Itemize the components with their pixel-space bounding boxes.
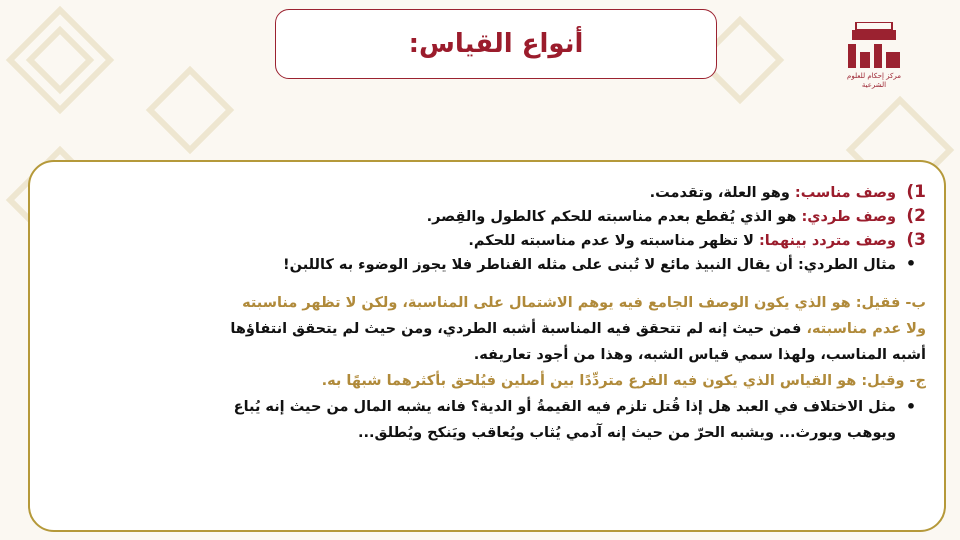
item-text: هو الذي يُقطع بعدم مناسبته للحكم كالطول والقِصر. bbox=[426, 209, 802, 225]
bullet-icon: • bbox=[905, 254, 917, 273]
paragraph-b bbox=[58, 290, 926, 368]
item-text: لا تظهر مناسبته ولا عدم مناسبته للحكم. bbox=[468, 233, 759, 249]
para-b-line-2-highlight: ولا عدم مناسبته، bbox=[806, 321, 926, 337]
example-abd bbox=[58, 394, 926, 446]
logo-subtitle: مركز إحكام للعلوم الشرعية bbox=[847, 72, 901, 89]
content-box bbox=[28, 160, 946, 532]
item-term: وصف متردد بينهما: bbox=[758, 233, 896, 249]
content bbox=[58, 180, 926, 446]
example-abd-line-1: مثل الاختلاف في العبد هل إذا قُتل تلزم فيه القيمةُ أو الدية؟ فانه يشبه المال من حيث إنه يُباع bbox=[233, 399, 896, 415]
list-item bbox=[58, 228, 926, 252]
bullet-icon: • bbox=[905, 397, 917, 416]
paragraph-j bbox=[58, 368, 926, 394]
item-number: 2) bbox=[906, 206, 926, 226]
para-b-line-1: ب- فقيل: هو الذي يكون الوصف الجامع فيه يوهم الاشتمال على المناسبة، ولكن لا تظهر مناسبته bbox=[242, 295, 926, 311]
item-number: 3) bbox=[906, 230, 926, 250]
para-j-prefix: ج- وقيل: bbox=[861, 373, 926, 389]
para-j-text: هو القياس الذي يكون فيه الفرع متردِّدًا بين أصلين فيُلحق بأكثرهما شبهًا به. bbox=[321, 373, 862, 389]
example-abd-line-2: ويوهب ويورث... ويشبه الحرّ من حيث إنه آدمي يُثاب ويُعاقب ويَنكح ويُطلق... bbox=[358, 425, 896, 441]
item-term: وصف طردي: bbox=[801, 209, 896, 225]
example-text: أن يقال النبيذ مائع لا تُبنى على مثله القناطر فلا يجوز الوضوء به كاللبن! bbox=[283, 257, 798, 273]
list-item bbox=[58, 180, 926, 204]
item-term: وصف مناسب: bbox=[794, 185, 896, 201]
title-box bbox=[275, 9, 717, 79]
item-text: وهو العلة، وتقدمت. bbox=[649, 185, 795, 201]
list-item bbox=[58, 204, 926, 228]
example-tard bbox=[58, 252, 926, 276]
slide-title: أنواع القياس: bbox=[408, 29, 584, 59]
para-b-line-2-text: فمن حيث إنه لم تتحقق فيه المناسبة أشبه الطردي، ومن حيث لم يتحقق انتفاؤها bbox=[230, 321, 807, 337]
example-label: مثال الطردي: bbox=[797, 257, 896, 273]
para-b-line-3: أشبه المناسب، ولهذا سمي قياس الشبه، وهذا من أجود تعاريفه. bbox=[473, 347, 926, 363]
item-number: 1) bbox=[906, 182, 926, 202]
